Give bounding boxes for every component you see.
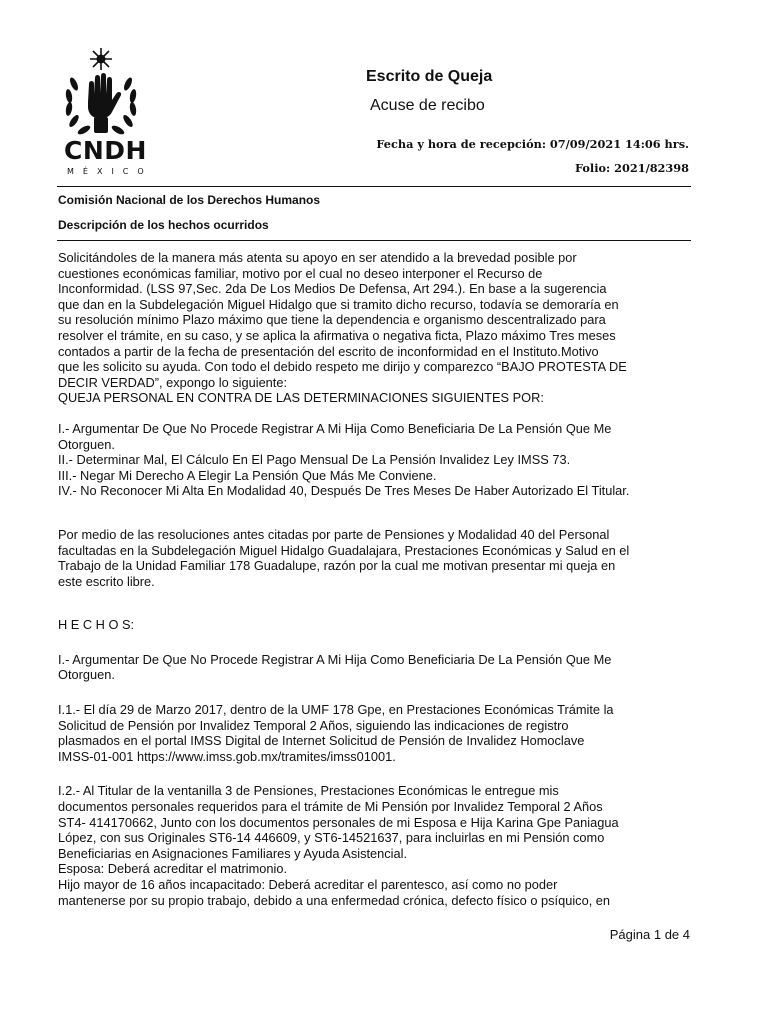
document-subtitle: Acuse de recibo: [370, 97, 485, 114]
logo-name: CNDH: [64, 136, 147, 165]
hecho-paragraph: I.- Argumentar De Que No Procede Registrar A Mi Hija Como Beneficiaria De La Pensión Que Me Otorguen.: [58, 651, 612, 683]
intro-paragraph: Solicitándoles de la manera más atenta su apoyo en ser atendido a la brevedad posible por cuestiones económicas familiar, motivo por el cual no deseo interponer el Recurso de Inconformidad. (LSS 97,Sec. 2da De Los Medios De Defensa, Art 294.). En base a la sugerencia que dan en la Subdelegación Miguel Hidalgo que si tramito dicho recurso, todavía se demoraría en su resolución mínimo Plazo máximo que tiene la dependencia e organismo descentralizado para resolver el trámite, en su caso, y se aplica la afirmativa o negativa ficta, Plazo máximo Tres meses contados a partir de la fecha de presentación del escrito de inconformidad en el Instituto.Motivo que les solicito su ayuda. Con todo el debido respeto me dirijo y comparezco “BAJO PROTESTA DE DECIR VERDAD”, expongo lo siguiente: QUEJA PERSONAL EN CONTRA DE LAS DETERMINACIONES SIGUIENTES POR:: [58, 250, 627, 406]
list-item: I.- Argumentar De Que No Procede Registrar A Mi Hija Como Beneficiaria De La Pensión Que Me Otorguen.: [58, 420, 612, 452]
header-divider: [57, 186, 691, 187]
hecho-paragraph: I.1.- El día 29 de Marzo 2017, dentro de la UMF 178 Gpe, en Prestaciones Económicas Trámite la Solicitud de Pensión por Invalidez Temporal 2 Años, siguiendo las indicaciones de registro plasmados en el portal IMSS Digital de Internet Solicitud de Pensión de Invalidez Homoclave IMSS-01-001 https://www.imss.gob.mx/tramites/imss01001.: [58, 702, 614, 764]
list-item: II.- Determinar Mal, El Cálculo En El Pago Mensual De La Pensión Invalidez Ley IMSS 73.: [58, 452, 571, 468]
folio-number: Folio: 2021/82398: [574, 161, 689, 175]
organization-name: Comisión Nacional de los Derechos Humanos: [58, 193, 321, 207]
hechos-heading: H E C H O S:: [58, 617, 135, 633]
complaint-body: [58, 250, 698, 908]
section-title: Descripción de los hechos ocurridos: [58, 218, 269, 232]
logo-country: MÉXICO: [67, 167, 153, 176]
document-title: Escrito de Queja: [366, 68, 493, 85]
resolutions-paragraph: Por medio de las resoluciones antes citadas por parte de Pensiones y Modalidad 40 del Personal facultadas en la Subdelegación Miguel Hidalgo Guadalajara, Prestaciones Económicas y Salud en el Trabajo de la Unidad Familiar 178 Guadalupe, razón por la cual me motivan presentar mi queja en este escrito libre.: [58, 526, 630, 589]
page-number: Página 1 de 4: [609, 927, 690, 942]
section-divider: [57, 240, 691, 241]
hecho-paragraph: I.2.- Al Titular de la ventanilla 3 de Pensiones, Prestaciones Económicas le entregue mis documentos personales requeridos para el trámite de Mi Pensión por Invalidez Temporal 2 Años ST4- 414170662, Junto con los documentos personales de mi Esposa e Hija Karina Gpe Paniagua López, con sus Originales ST6-14 446609, y ST6-14521637, para incluirlas en mi Pensión como Beneficiarias en Asignaciones Familiares y Ayuda Asistencial. Esposa: Deberá acreditar el matrimonio. Hijo mayor de 16 años incapacitado: Deberá acreditar el parentesco, así como no poder mantenerse por su propio trabajo, debido a una enfermedad crónica, defecto físico o psíquico, en: [58, 783, 619, 908]
list-item: IV.- No Reconocer Mi Alta En Modalidad 40, Después De Tres Meses De Haber Autorizado El Titular.: [58, 483, 630, 499]
reception-datetime: Fecha y hora de recepción: 07/09/2021 14:06 hrs.: [376, 137, 689, 151]
list-item: III.- Negar Mi Derecho A Elegir La Pensión Que Más Me Conviene.: [58, 467, 437, 483]
